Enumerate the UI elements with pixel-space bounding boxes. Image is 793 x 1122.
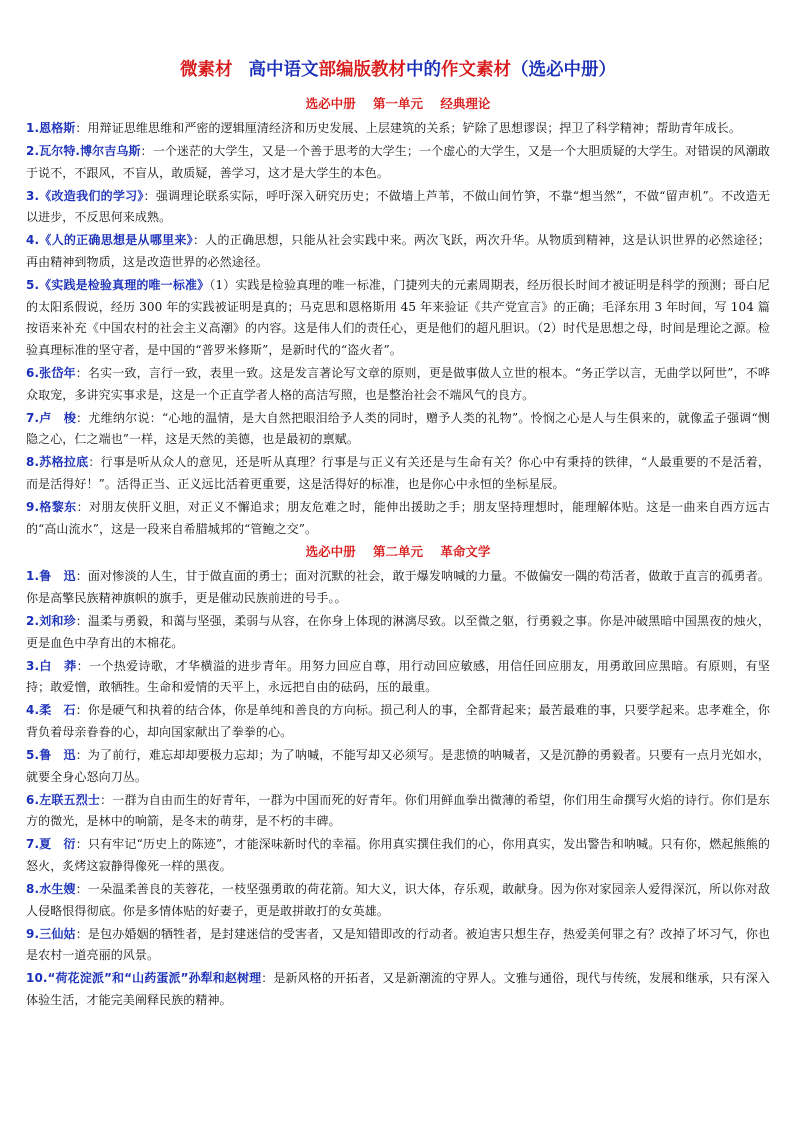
entry-head: 8.水生嫂 [26, 882, 76, 897]
entry [26, 363, 770, 406]
entry-body: ：一群为自由而生的好青年，一群为中国而死的好青年。你们用鲜血拳出微薄的希望，你们用生命撰写火焰的诗行。你们是东方的微光，是林中的响箭，是冬末的萌芽，是不朽的丰碑。 [26, 792, 771, 829]
entry-body: ：是包办婚姻的牺牲者，是封建迷信的受害者，又是知错即改的行动者。被迫害只想生存，热爱美何罪之有？改掉了坏习气，你也是农村一道亮丽的风景。 [26, 926, 770, 963]
entry-body: ：为了前行，难忘却却要极力忘却；为了呐喊，不能写却又必须写。是悲愤的呐喊者，又是沉静的勇毅者。只要有一点月光如水，就要全身心怒向刀丛。 [26, 748, 770, 784]
entry [26, 611, 770, 654]
entry-head: 1.恩格斯 [26, 121, 76, 135]
entry-head: 7.卢 梭 [26, 410, 77, 425]
entry [26, 656, 770, 699]
entry [26, 452, 770, 495]
title-part-2: 高中语文 [248, 60, 319, 80]
entry [26, 118, 770, 140]
entry-body: ：尤维纳尔说：“心地的温情，是大自然把眼泪给予人类的同时，赠予人类的礼物”。怜悯之心是人与生俱来的，就像孟子强调“恻隐之心，仁之端也”一样，这是天然的美德，也是最初的禀赋。 [26, 410, 770, 447]
section-heading-unit-2: 选必中册 第二单元 革命文学 [305, 544, 491, 560]
entry [26, 566, 770, 609]
entry-body: ：一个迷茫的大学生，又是一个善于思考的大学生；一个虚心的大学生，又是一个大胆质疑的大学生。对错误的风潮敢于说不，不跟风，不盲从，敢质疑，善学习，这才是大学生的本色。 [26, 144, 770, 180]
entry-body: ：人的正确思想，只能从社会实践中来。两次飞跃，两次升华。从物质到精神，这是认识世界的必然途径；再由精神到物质，这是改造世界的必然途径。 [26, 233, 770, 270]
entry [26, 408, 770, 451]
section-heading-unit-1: 选必中册 第一单元 经典理论 [305, 96, 491, 111]
entry-head: 1.鲁 迅 [26, 569, 76, 584]
entry-head: 4.柔 石 [26, 703, 76, 718]
entry-head: 3.《改造我们的学习》 [26, 188, 144, 203]
entry-head: 6.左联五烈士 [26, 792, 101, 807]
entry [26, 790, 770, 833]
entry-body: ：名实一致，言行一致，表里一致。这是发言著论写文章的原则，更是做事做人立世的根本。“务正学以言，无曲学以阿世”，不哗众取宠，多讲究实事求是，这是一个正直学者人格的高洁写照，也是整治社会不端风气的良方。 [26, 366, 770, 402]
title-part-6: （选必中册） [511, 60, 616, 80]
entry-head: 3.白 莽 [26, 658, 77, 673]
entry-body: ：对朋友侠肝义胆，对正义不懈追求；朋友危难之时，能伸出援助之手；朋友坚持理想时，能理解体贴。这是一曲来自西方远古的“高山流水”，这是一段来自希腊城邦的“管鲍之交”。 [26, 500, 770, 536]
entry-body: ：只有牢记“历史上的陈迹”，才能深味新时代的幸福。你用真实撰住我们的心，你用真实，发出警告和呐喊。只有你，燃起熊熊的怒火，炙烤这寂静得像死一样的黑夜。 [26, 837, 770, 873]
entry-body: ：你是硬气和执着的结合体，你是单纯和善良的方向标。损己利人的事，全都背起来；最苦最难的事，只要学起来。忠孝难全，你背负着母亲眷眷的心，却向国家献出了拳拳的心。 [26, 703, 770, 739]
entry [26, 924, 770, 967]
entry-head: 9.格黎东 [26, 500, 77, 515]
document-title [26, 58, 770, 82]
entry [26, 230, 770, 273]
entry-body: ：强调理论联系实际，呼吁深入研究历史；不做墙上芦苇，不做山间竹笋，不靠“想当然”，不做“留声机”。不改造无以进步，不反思何来成熟。 [26, 188, 771, 225]
entry-head: 9.三仙姑 [26, 926, 76, 941]
entry-head: 5.《实践是检验真理的唯一标准》 [26, 278, 210, 293]
entry-head: 4.《人的正确思想是从哪里来》 [26, 233, 193, 248]
document-page [26, 58, 770, 1013]
entry-head: 10.“荷花淀派”和“山药蛋派”孙犁和赵树理 [26, 971, 262, 986]
entry [26, 745, 770, 788]
title-part-5: 作文素材 [441, 60, 511, 80]
entry-body: ：一个热爱诗歌，才华横溢的进步青年。用努力回应自尊，用行动回应敏感，用信任回应朋友，用勇敢回应黑暗。有原则，有坚持；敢爱憎，敢牺牲。生命和爱情的天平上，永远把自由的砝码，压的最重。 [26, 658, 770, 695]
entry-head: 5.鲁 迅 [26, 748, 76, 763]
entry [26, 879, 770, 922]
entry-body: ：温柔与勇毅，和蔼与坚强，柔弱与从容，在你身上体现的淋漓尽致。以至微之躯，行勇毅之事。你是冲破黑暗中国黑夜的烛火，更是血色中孕育出的木棉花。 [26, 613, 770, 650]
title-part-4: 中的 [406, 60, 441, 80]
entry-head: 2.刘和珍 [26, 613, 76, 628]
entry-body: ：面对惨淡的人生，甘于做直面的勇士；面对沉默的社会，敢于爆发呐喊的力量。不做偏安一隅的苟活者，做敢于直言的孤勇者。你是高擎民族精神旗帜的旗手，更是催动民族前进的号手。。 [26, 569, 770, 605]
title-part-1: 微素材 [180, 60, 233, 80]
title-part-3: 部编版教材 [318, 60, 406, 80]
entry-head: 8.苏格拉底 [26, 455, 89, 470]
entry-head: 2.瓦尔特.博尔吉乌斯 [26, 144, 141, 159]
entry [26, 700, 770, 743]
entry-head: 6.张岱年 [26, 366, 76, 381]
entry [26, 834, 770, 877]
entry-body: ：行事是听从众人的意见，还是听从真理？行事是与正义有关还是与生命有关？你心中有秉持的铁律，“人最重要的不是活着，而是活得好！”。活得正当、正义远比活着更重要，这是活得好的标准，也是你心中永恒的坐标星辰。 [26, 455, 770, 491]
entry [26, 275, 770, 361]
entry-body: ：是新风格的开拓者，又是新潮流的守界人。文雅与通俗，现代与传统，发展和继承，只有深入体验生活，才能完美阐释民族的精神。 [26, 971, 770, 1008]
entry-body: ：用辩证思维思维和严密的逻辑厘清经济和历史发展、上层建筑的关系；铲除了思想谬误；捍卫了科学精神；帮助青年成长。 [75, 121, 741, 135]
entry [26, 186, 770, 229]
entry [26, 497, 770, 540]
entry [26, 968, 770, 1011]
entry-body: ：一朵温柔善良的芙蓉花，一枝坚强勇敢的荷花箭。知大义，识大体，存乐观，敢献身。因为你对家园亲人爱得深沉，所以你对敌人侵略恨得彻底。你是多情体贴的好妻子，更是敢拼敢打的女英雄。 [26, 882, 770, 918]
entry [26, 141, 770, 184]
entry-head: 7.夏 衍 [26, 837, 76, 852]
entry-body: （1）实践是检验真理的唯一标准，门捷列夫的元素周期表，经历很长时间才被证明是科学的预测；哥白尼的太阳系假说，经历 300 年的实践被证明是真的；马克思和恩格斯用 45 年来验证《共产党宣言》的正确；毛泽东用 3 年时间，写 104 篇按语来补充《中国农村的社会主义高潮》的内容。这是伟人们的责任心，更是他们的超凡胆识。（2）时代是思想之母，时间是理论之源。检验真理标准的坚守者，是中国的“普罗米修斯”，是新时代的“盗火者”。 [26, 278, 771, 357]
